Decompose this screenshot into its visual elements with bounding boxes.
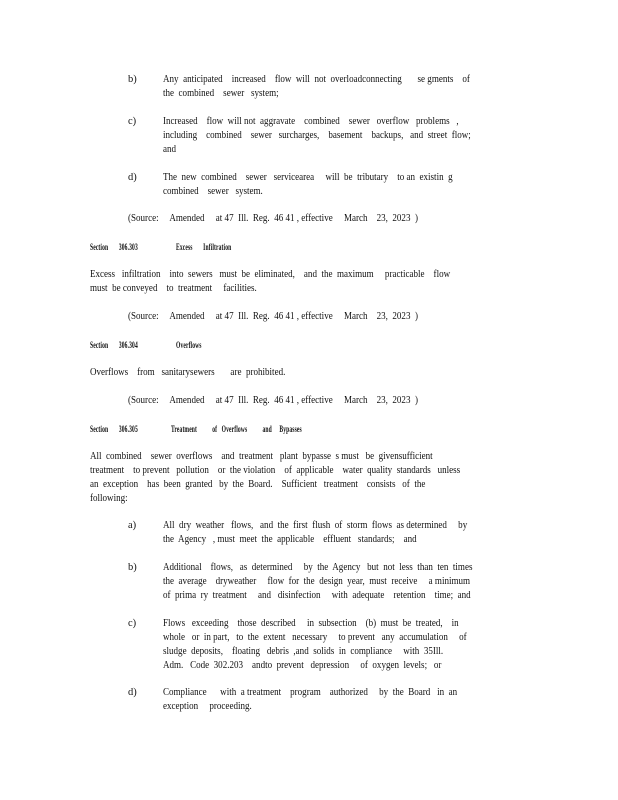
list-item-text: whole or in part, to the extent necessary to prevent any accumulation of xyxy=(163,632,467,643)
list-label: c) xyxy=(128,618,137,629)
section-number: Section 306.303 xyxy=(90,242,138,252)
list-item-text: combined sewer system. xyxy=(163,186,263,197)
section-number: Section 306.305 xyxy=(90,424,138,434)
paragraph-line: must be conveyed to treatment facilities. xyxy=(90,283,257,294)
list-item-text: exception proceeding. xyxy=(163,701,252,712)
list-item-text: Increased flow will not aggravate combined sewer overflow problems , xyxy=(163,116,459,127)
list-label: a) xyxy=(128,520,137,531)
source-note: (Source: Amended at 47 Ill. Reg. 46 41 , effective March 23, 2023 ) xyxy=(128,311,418,322)
source-note: (Source: Amended at 47 Ill. Reg. 46 41 , effective March 23, 2023 ) xyxy=(128,213,418,224)
list-item-text: the average dryweather flow for the design year, must receive a minimum xyxy=(163,576,471,587)
source-note: (Source: Amended at 47 Ill. Reg. 46 41 , effective March 23, 2023 ) xyxy=(128,395,418,406)
list-item-text: Any anticipated increased flow will not overloadconnecting se gments of xyxy=(163,74,470,85)
paragraph-line: an exception has been granted by the Board. Sufficient treatment consists of the xyxy=(90,479,426,490)
list-item-text: sludge deposits, floating debris ,and solids in compliance with 35Ill. xyxy=(163,646,444,657)
list-item-text: Compliance with a treatment program authorized by the Board in an xyxy=(163,687,458,698)
list-item-text: All dry weather flows, and the first flush of storm flows as determined by xyxy=(163,520,468,531)
list-item-text: Additional flows, as determined by the Agency but not less than ten times xyxy=(163,562,473,573)
section-number: Section 306.304 xyxy=(90,340,138,350)
paragraph-line: Overflows from sanitarysewers are prohibited. xyxy=(90,367,286,378)
list-label: b) xyxy=(128,562,137,573)
list-item-text: the Agency , must meet the applicable effluent standards; and xyxy=(163,534,417,545)
list-item-text: The new combined sewer servicearea will be tributary to an existin g xyxy=(163,172,453,183)
section-title: Overflows xyxy=(176,340,202,350)
list-item-text: and xyxy=(163,144,177,155)
paragraph-line: Excess infiltration into sewers must be eliminated, and the maximum practicable flow xyxy=(90,269,451,280)
list-item-text: the combined sewer system; xyxy=(163,88,279,99)
list-item-text: Adm. Code 302.203 andto prevent depression of oxygen levels; or xyxy=(163,660,442,671)
list-label: d) xyxy=(128,172,137,183)
paragraph-line: following: xyxy=(90,493,128,504)
section-title: Treatment of Overflows and Bypasses xyxy=(171,424,302,434)
list-label: d) xyxy=(128,687,137,698)
paragraph-line: treatment to prevent pollution or the violation of applicable water quality standards unless xyxy=(90,465,461,476)
paragraph-line: All combined sewer overflows and treatment plant bypasse s must be givensufficient xyxy=(90,451,433,462)
list-item-text: of prima ry treatment and disinfection with adequate retention time; and xyxy=(163,590,471,601)
section-title: Excess Infiltration xyxy=(176,242,232,252)
list-label: b) xyxy=(128,74,137,85)
list-label: c) xyxy=(128,116,137,127)
list-item-text: Flows exceeding those described in subsection (b) must be treated, in xyxy=(163,618,459,629)
list-item-text: including combined sewer surcharges, basement backups, and street flow; xyxy=(163,130,471,141)
